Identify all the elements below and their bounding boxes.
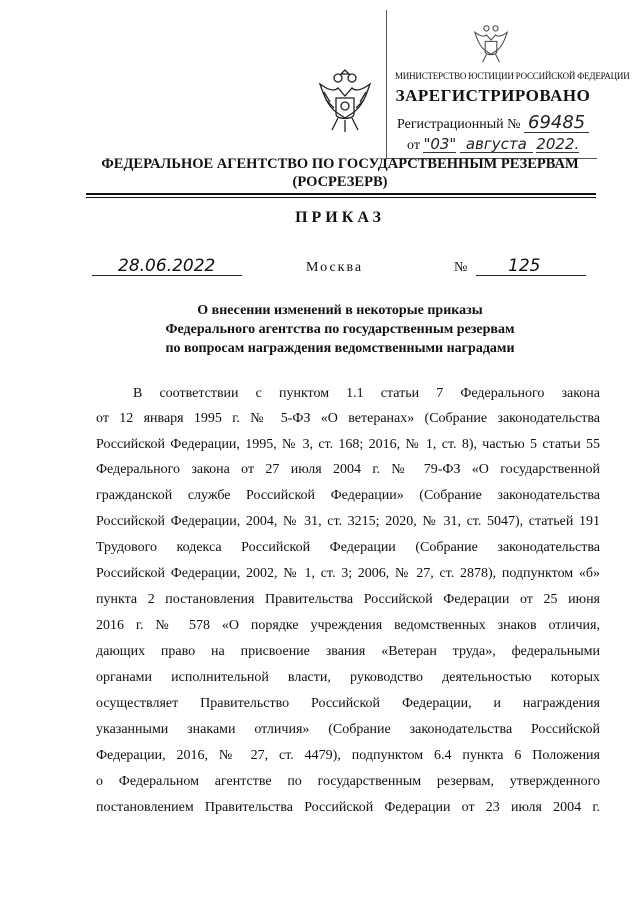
body-line: пункта 2 постановления Правительства Российской Федерации от 25 июня — [96, 592, 600, 607]
body-line: осуществляет Правительство Российской Федерации, и награждения — [96, 696, 600, 711]
stamp-date-row — [407, 137, 579, 154]
stamp-reg-row — [397, 114, 589, 133]
stamp-date-prefix: от — [407, 138, 420, 153]
stamp-date-month: августа — [460, 137, 533, 153]
russian-eagle-icon — [316, 62, 374, 136]
order-date: 28.06.2022 — [92, 256, 242, 276]
order-title: ПРИКАЗ — [295, 209, 385, 226]
heading-line: О внесении изменений в некоторые приказы — [197, 303, 483, 318]
heading-line: по вопросам награждения ведомственными наградами — [165, 341, 515, 356]
heading-line: Федерального агентства по государственным резервам — [165, 322, 515, 337]
body-line: Федерации, 2016, № 27, ст. 4479), подпунктом 6.4 пункта 6 Положения — [96, 748, 600, 763]
body-line: Российской Федерации, 1995, № 3, ст. 168; 2016, № 1, ст. 8), частью 5 статьи 55 — [96, 437, 600, 452]
agency-name: ФЕДЕРАЛЬНОЕ АГЕНТСТВО ПО ГОСУДАРСТВЕННЫМ РЕЗЕРВАМ — [101, 156, 579, 172]
stamp-reg-label: Регистрационный № — [397, 117, 521, 132]
body-line: дающих право на присвоение звания «Ветеран труда», федеральными — [96, 644, 600, 659]
registration-stamp — [386, 10, 630, 159]
order-city: Москва — [306, 260, 364, 275]
stamp-ministry: МИНИСТЕРСТВО ЮСТИЦИИ РОССИЙСКОЙ ФЕДЕРАЦИИ — [395, 71, 630, 81]
header-rule — [86, 193, 596, 195]
agency-abbr: (РОСРЕЗЕРВ) — [292, 174, 388, 190]
body-line: гражданской службе Российской Федерации» (Собрание законодательства — [96, 488, 600, 503]
stamp-registered: ЗАРЕГИСТРИРОВАНО — [395, 86, 591, 105]
body-line: постановлением Правительства Российской Федерации от 23 июля 2004 г. — [96, 800, 600, 815]
order-number-label: № — [454, 260, 468, 275]
stamp-date-day: "03" — [423, 135, 457, 153]
header-rule-thin — [86, 197, 596, 198]
order-meta — [0, 256, 640, 282]
body-line: В соответствии с пунктом 1.1 статьи 7 Федерального закона — [133, 386, 600, 401]
body-line: Трудового кодекса Российской Федерации (Собрание законодательства — [96, 540, 600, 555]
body-line: от 12 января 1995 г. № 5-ФЗ «О ветеранах» (Собрание законодательства — [96, 411, 600, 426]
body-line: Российской Федерации, 2004, № 31, ст. 3215; 2020, № 31, ст. 5047), статьей 191 — [96, 514, 600, 529]
russian-eagle-icon — [471, 18, 511, 66]
body-line: указанными знаками отличия» (Собрание законодательства Российской — [96, 722, 600, 737]
body-line: Федерального закона от 27 июля 2004 г. № 79-ФЗ «О государственной — [96, 462, 600, 477]
body-line: 2016 г. № 578 «О порядке учреждения ведомственных знаков отличия, — [96, 618, 600, 633]
body-line: органами исполнительной власти, руководство деятельностью которых — [96, 670, 600, 685]
stamp-reg-number: 69485 — [524, 114, 589, 133]
stamp-date-year: 2022. — [536, 135, 580, 153]
order-number: 125 — [476, 256, 586, 276]
body-line: Российской Федерации, 2002, № 1, ст. 3; 2006, № 27, ст. 2878), подпунктом «б» — [96, 566, 600, 581]
body-line: о Федеральном агентстве по государственным резервам, утвержденного — [96, 774, 600, 789]
